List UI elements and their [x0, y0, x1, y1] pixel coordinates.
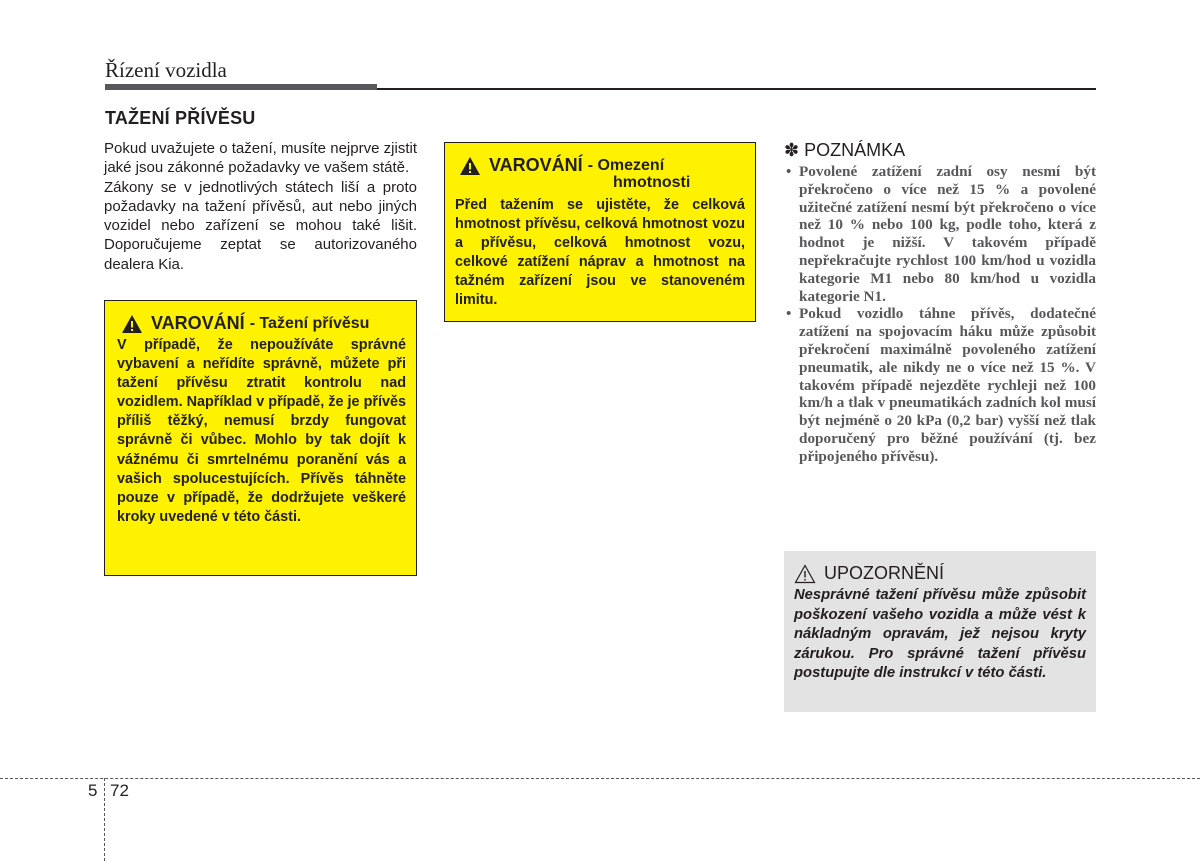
chapter-number: 5	[88, 781, 98, 800]
warning-triangle-filled-icon	[459, 156, 481, 176]
footer-dashed-divider	[104, 778, 105, 861]
warning-box-weight-body: Před tažením se ujistěte, že celková hmotnost přívěsu, celková hmotnost vozu a přívěsu, celková hmotnost vozu, celkové zatížení náprav a hmotnost na tažném zařízení jsou ve stanoveném limitu.	[455, 197, 745, 309]
warning-label: VAROVÁNÍ	[489, 155, 583, 175]
warning-box-weight	[444, 142, 756, 322]
warning-title-line-2: hmotnosti	[613, 174, 691, 191]
note-item: • Povolené zatížení zadní osy nesmí být překročeno o více než 15 % a povolené užitečné zatížení nesmí být překročeno o více než 10 % nebo 100 kg, podle toho, která z hodnot je nižší. V takovém případě nepřekračujte rychlost 100 km/hod u vozidla kategorie M1 nebo 80 km/hod u vozidla kategorie N1.	[784, 163, 1096, 305]
page-header-title: Řízení vozidla	[105, 58, 227, 82]
warning-label: VAROVÁNÍ	[151, 313, 245, 333]
footer-dashed-rule	[0, 778, 1200, 779]
warning-box-towing-body: V případě, že nepoužíváte správné vybavení a neřídíte správně, můžete při tažení přívěsu ztratit kontrolu nad vozidlem. Například v případě, že je přívěs příliš těžký, nemusí brzdy fungovat správně či vůbec. Mohlo by tak dojít k vážnému či smrtelnému poranění vás a vašich spolucestujících. Přívěs táhněte pouze v případě, že dodržujete veškeré kroky uvedené v této části.	[117, 337, 406, 525]
note-item: • Pokud vozidlo táhne přívěs, dodatečné zatížení na spojovacím háku může způsobit překročení maximálně povoleného zatížení pneumatik, ale nikdy ne o více než 15 %. V takovém případě nejezděte rychleji než 100 km/h a tlak v pneumatikách zadních kol musí být nejméně o 20 kPa (0,2 bar) vyšší než tlak doporučený pro běžné používání (tj. bez připojeného přívěsu).	[784, 305, 1096, 465]
page-number: 72	[110, 781, 129, 800]
note-list	[784, 163, 1096, 466]
warning-title-line-1: - Omezení	[587, 157, 665, 174]
caution-body: Nesprávné tažení přívěsu může způsobit poškození vašeho vozidla a může vést k nákladným opravám, jež nejsou kryty zárukou. Pro správné tažení přívěsu postupujte dle instrukcí v této části.	[794, 587, 1086, 682]
caution-box	[784, 551, 1096, 712]
warning-title: - Tažení přívěsu	[249, 315, 370, 332]
intro-paragraph-2: Zákony se v jednotlivých státech liší a proto požadavky na tažení přívěsů, aut nebo jiných vozidel nebo zařízení se mohou také lišit. Doporučujeme zeptat se autorizovaného dealera Kia.	[104, 178, 417, 273]
warning-box-towing	[104, 300, 417, 576]
warning-box-towing-title	[121, 313, 406, 334]
header-rule	[377, 88, 1096, 90]
intro-paragraph-1: Pokud uvažujete o tažení, musíte nejprve zjistit jaké jsou zákonné požadavky ve vašem státě.	[104, 140, 417, 177]
section-heading: TAŽENÍ PŘÍVĚSU	[105, 108, 256, 128]
caution-box-title	[794, 563, 1086, 584]
header-bar	[105, 84, 377, 90]
warning-triangle-filled-icon	[121, 314, 143, 334]
intro-text	[104, 139, 417, 274]
warning-box-weight-title	[459, 155, 745, 176]
caution-label: UPOZORNĚNÍ	[824, 563, 945, 583]
warning-triangle-outline-icon	[794, 564, 816, 584]
note-title: ✽ POZNÁMKA	[784, 140, 906, 160]
